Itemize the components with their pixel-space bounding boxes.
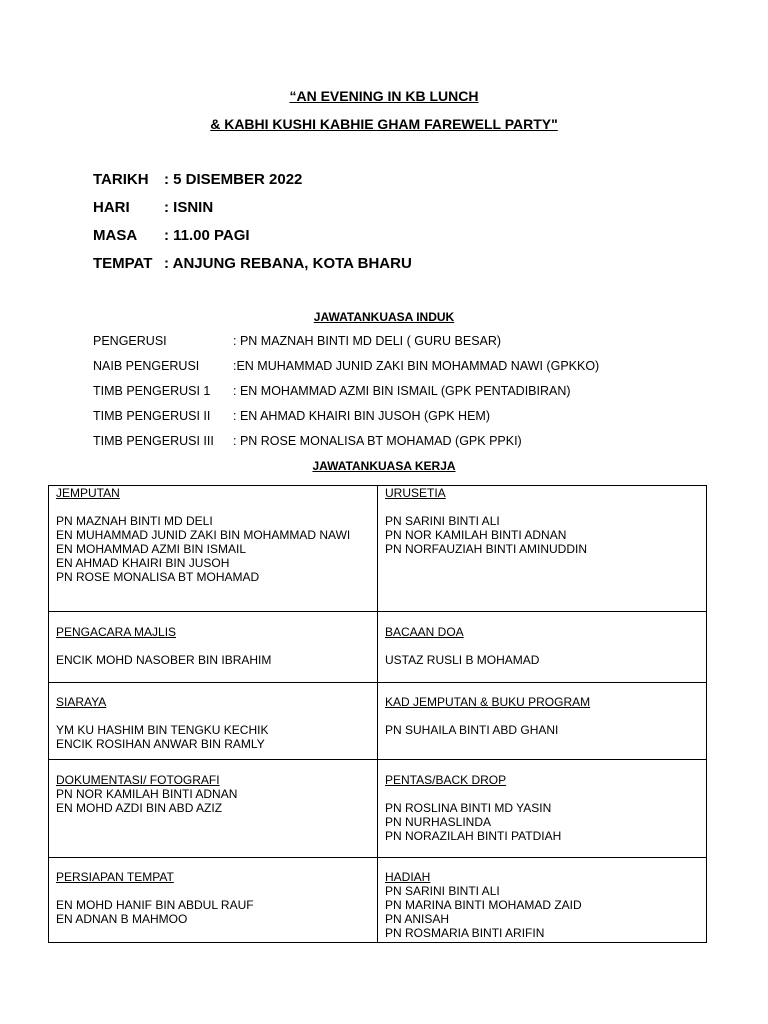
member-name: EN MOHAMMAD AZMI BIN ISMAIL xyxy=(56,542,247,556)
induk-row xyxy=(93,409,490,423)
committee-cell-pentas xyxy=(378,760,707,858)
info-value: : ISNIN xyxy=(164,199,214,216)
member-name: ENCIK ROSIHAN ANWAR BIN RAMLY xyxy=(56,737,265,751)
table-row xyxy=(49,612,707,683)
committee-title: PERSIAPAN TEMPAT xyxy=(56,870,174,884)
committee-cell-persiapan xyxy=(49,858,378,943)
induk-name: :EN MUHAMMAD JUNID ZAKI BIN MOHAMMAD NAWI (GPKKO) xyxy=(233,359,600,373)
induk-name: : PN ROSE MONALISA BT MOHAMAD (GPK PPKI) xyxy=(233,434,522,448)
member-name: USTAZ RUSLI B MOHAMAD xyxy=(385,653,540,667)
member-name: PN ROSMARIA BINTI ARIFIN xyxy=(385,926,545,940)
committee-title: URUSETIA xyxy=(385,486,446,500)
member-name: PN NOR KAMILAH BINTI ADNAN xyxy=(56,787,238,801)
induk-name: : PN MAZNAH BINTI MD DELI ( GURU BESAR) xyxy=(233,334,502,348)
induk-row xyxy=(93,434,522,448)
info-label: TEMPAT xyxy=(93,255,153,272)
title-line-2: & KABHI KUSHI KABHIE GHAM FAREWELL PARTY" xyxy=(210,116,558,132)
committee-title: SIARAYA xyxy=(56,695,107,709)
info-label: TARIKH xyxy=(93,171,149,188)
committee-title: PENGACARA MAJLIS xyxy=(56,625,177,639)
kerja-heading: JAWATANKUASA KERJA xyxy=(312,459,456,473)
info-tarikh xyxy=(93,171,302,188)
member-name: PN ROSE MONALISA BT MOHAMAD xyxy=(56,570,260,584)
committee-cell-hadiah xyxy=(378,858,707,943)
induk-role: TIMB PENGERUSI II xyxy=(93,409,211,423)
member-name: EN MOHD HANIF BIN ABDUL RAUF xyxy=(56,898,254,912)
info-tempat xyxy=(93,255,412,272)
committee-cell-jemputan xyxy=(49,486,378,612)
committee-cell-urusetia xyxy=(378,486,707,612)
info-label: MASA xyxy=(93,227,138,244)
induk-role: TIMB PENGERUSI III xyxy=(93,434,214,448)
member-name: PN SARINI BINTI ALI xyxy=(385,514,500,528)
member-name: PN NOR KAMILAH BINTI ADNAN xyxy=(385,528,567,542)
member-name: PN ROSLINA BINTI MD YASIN xyxy=(385,801,552,815)
committee-cell-siaraya xyxy=(49,683,378,760)
member-name: PN NORFAUZIAH BINTI AMINUDDIN xyxy=(385,542,588,556)
member-name: EN ADNAN B MAHMOO xyxy=(56,912,188,926)
induk-role: NAIB PENGERUSI xyxy=(93,359,200,373)
title-line-1: “AN EVENING IN KB LUNCH xyxy=(289,88,479,104)
info-label: HARI xyxy=(93,199,130,216)
member-name: PN SUHAILA BINTI ABD GHANI xyxy=(385,723,559,737)
member-name: EN MOHD AZDI BIN ABD AZIZ xyxy=(56,801,223,815)
committee-cell-pengacara xyxy=(49,612,378,683)
table-row xyxy=(49,760,707,858)
table-row xyxy=(49,486,707,612)
committee-title: HADIAH xyxy=(385,870,431,884)
table-row xyxy=(49,683,707,760)
member-name: EN MUHAMMAD JUNID ZAKI BIN MOHAMMAD NAWI xyxy=(56,528,351,542)
info-masa xyxy=(93,227,250,244)
info-value: : 11.00 PAGI xyxy=(164,227,250,244)
info-hari xyxy=(93,199,213,216)
committee-cell-dokumentasi xyxy=(49,760,378,858)
induk-name: : EN AHMAD KHAIRI BIN JUSOH (GPK HEM) xyxy=(233,409,490,423)
member-name: PN SARINI BINTI ALI xyxy=(385,884,500,898)
member-name: YM KU HASHIM BIN TENGKU KECHIK xyxy=(56,723,269,737)
info-value: : ANJUNG REBANA, KOTA BHARU xyxy=(164,255,412,272)
induk-row xyxy=(93,359,599,373)
induk-role: PENGERUSI xyxy=(93,334,167,348)
induk-role: TIMB PENGERUSI 1 xyxy=(93,384,211,398)
info-value: : 5 DISEMBER 2022 xyxy=(164,171,303,188)
committee-title: BACAAN DOA xyxy=(385,625,464,639)
member-name: PN ANISAH xyxy=(385,912,450,926)
committee-title: KAD JEMPUTAN & BUKU PROGRAM xyxy=(385,695,591,709)
induk-row xyxy=(93,334,501,348)
induk-name: : EN MOHAMMAD AZMI BIN ISMAIL (GPK PENTADIBIRAN) xyxy=(233,384,571,398)
committee-title: PENTAS/BACK DROP xyxy=(385,773,507,787)
member-name: ENCIK MOHD NASOBER BIN IBRAHIM xyxy=(56,653,272,667)
member-name: EN AHMAD KHAIRI BIN JUSOH xyxy=(56,556,230,570)
committee-title: JEMPUTAN xyxy=(56,486,120,500)
committee-cell-kad-jemputan xyxy=(378,683,707,760)
induk-heading: JAWATANKUASA INDUK xyxy=(313,310,455,324)
table-row xyxy=(49,858,707,943)
member-name: PN NORAZILAH BINTI PATDIAH xyxy=(385,829,562,843)
committee-title: DOKUMENTASI/ FOTOGRAFI xyxy=(56,773,220,787)
member-name: PN NURHASLINDA xyxy=(385,815,492,829)
committee-cell-bacaan-doa xyxy=(378,612,707,683)
member-name: PN MAZNAH BINTI MD DELI xyxy=(56,514,213,528)
induk-row xyxy=(93,384,571,398)
kerja-table xyxy=(48,485,707,943)
member-name: PN MARINA BINTI MOHAMAD ZAID xyxy=(385,898,582,912)
